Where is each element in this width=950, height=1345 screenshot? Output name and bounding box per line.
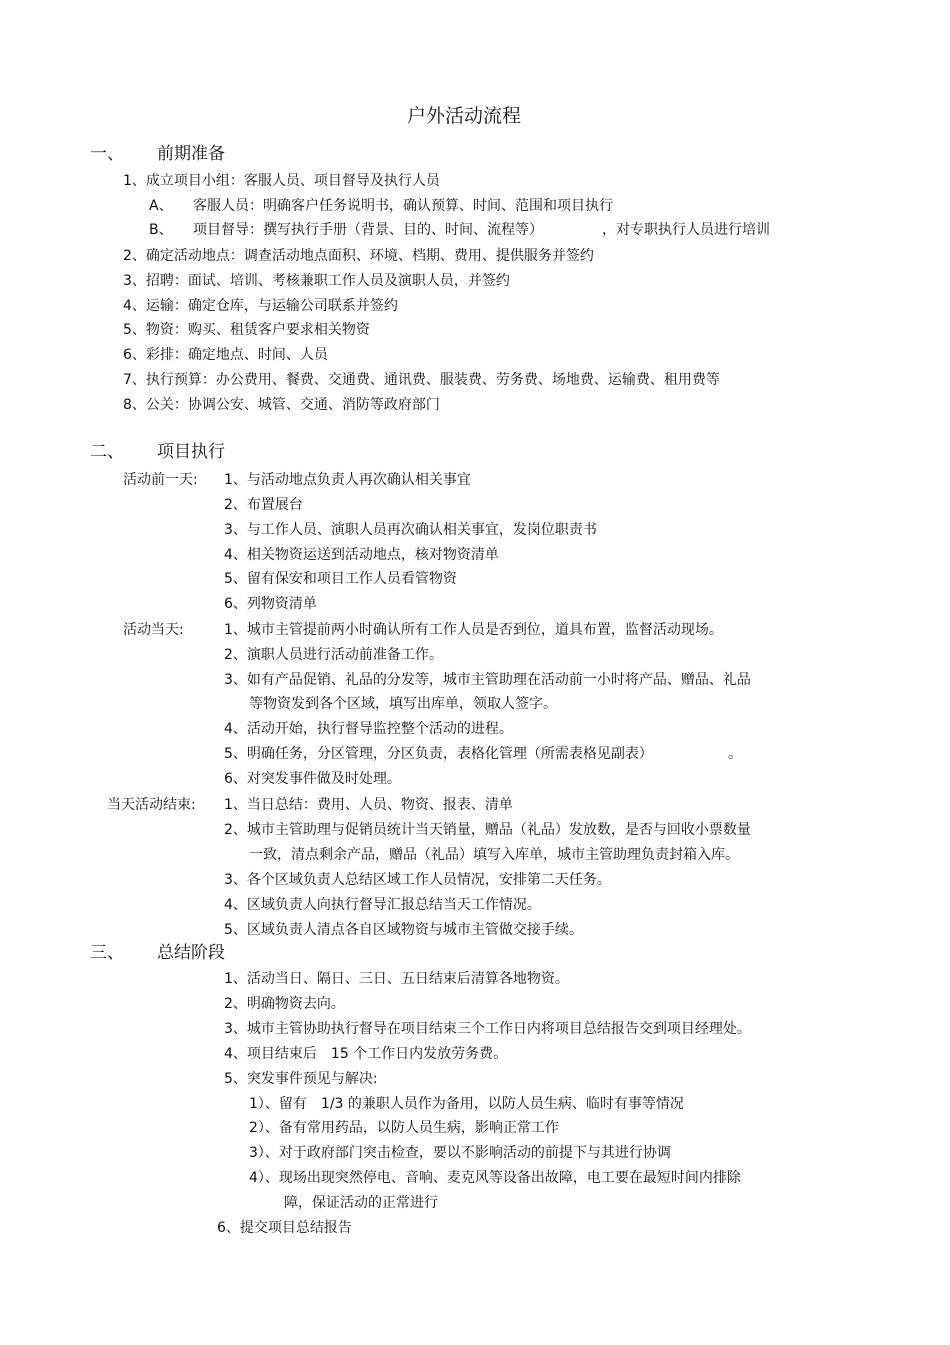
event-day-item: 1、城市主管提前两小时确认所有工作人员是否到位，道具布置，监督活动现场。: [224, 622, 723, 638]
event-day-item: 4、活动开始，执行督导监控整个活动的进程。: [224, 721, 513, 737]
sec1-item-a-tag: A、: [149, 198, 173, 214]
day-end-item: 1、当日总结：费用、人员、物资、报表、清单: [224, 797, 513, 813]
section-3-heading: 总结阶段: [157, 943, 225, 963]
event-day-label: 活动当天:: [123, 622, 184, 638]
summary-item: 2、明确物资去向。: [224, 996, 345, 1012]
summary-item: 4、项目结束后 15 个工作日内发放劳务费。: [224, 1046, 508, 1062]
sec1-item-1: 1、成立项目小组：客服人员、项目督导及执行人员: [123, 173, 440, 189]
day-end-item: 3、各个区域负责人总结区域工作人员情况，安排第二天任务。: [224, 872, 611, 888]
day-end-label: 当天活动结束:: [107, 797, 196, 813]
summary-item: 5、突发事件预见与解决:: [224, 1071, 378, 1087]
contingency-item: 4）、现场出现突然停电、音响、麦克风等设备出故障，电工要在最短时间内排除: [249, 1170, 741, 1186]
sec1-item-b-cont: ，对专职执行人员进行培训: [602, 222, 770, 238]
pre-day-item: 2、布置展台: [224, 497, 303, 513]
document-title: 户外活动流程: [407, 105, 522, 127]
sec1-item-8: 8、公关：协调公安、城管、交通、消防等政府部门: [123, 397, 440, 413]
event-day-item: 2、演职人员进行活动前准备工作。: [224, 647, 443, 663]
contingency-item: 1）、留有 1/3 的兼职人员作为备用，以防人员生病、临时有事等情况: [249, 1096, 684, 1112]
summary-item: 3、城市主管协助执行督导在项目结束三个工作日内将项目总结报告交到项目经理处。: [224, 1021, 751, 1037]
event-day-item-period: 。: [728, 746, 742, 762]
sec1-item-5: 5、物资：购买、租赁客户要求相关物资: [123, 322, 370, 338]
pre-day-item: 3、与工作人员、演职人员再次确认相关事宜，发岗位职责书: [224, 522, 597, 538]
sec1-item-2: 2、确定活动地点：调查活动地点面积、环境、档期、费用、提供服务并签约: [123, 248, 594, 264]
section-3-number: 三、: [90, 943, 124, 963]
section-1-heading: 前期准备: [157, 144, 225, 164]
day-end-item: 4、区域负责人向执行督导汇报总结当天工作情况。: [224, 897, 541, 913]
contingency-item: 3）、对于政府部门突击检查，要以不影响活动的前提下与其进行协调: [249, 1145, 671, 1161]
event-day-item-cont: 等物资发到各个区域，填写出库单，领取人签字。: [249, 696, 557, 712]
sec1-item-6: 6、彩排：确定地点、时间、人员: [123, 347, 328, 363]
section-2-heading: 项目执行: [157, 442, 225, 462]
pre-day-item: 1、与活动地点负责人再次确认相关事宜: [224, 472, 471, 488]
day-end-item: 2、城市主管助理与促销员统计当天销量，赠品（礼品）发放数，是否与回收小票数量: [224, 822, 751, 838]
sec1-item-3: 3、招聘：面试、培训、考核兼职工作人员及演职人员，并签约: [123, 273, 510, 289]
section-1-number: 一、: [90, 144, 124, 164]
contingency-item-cont: 障，保证活动的正常进行: [284, 1195, 438, 1211]
sec1-item-7: 7、执行预算：办公费用、餐费、交通费、通讯费、服装费、劳务费、场地费、运输费、租用费等: [123, 372, 720, 388]
contingency-item: 2）、备有常用药品，以防人员生病，影响正常工作: [249, 1120, 559, 1136]
event-day-item: 6、对突发事件做及时处理。: [224, 771, 401, 787]
event-day-item: 5、明确任务，分区管理，分区负责，表格化管理（所需表格见副表）: [224, 746, 653, 762]
sec1-item-b-tag: B、: [149, 222, 173, 238]
pre-day-item: 4、相关物资运送到活动地点，核对物资清单: [224, 547, 499, 563]
sec1-item-b: 项目督导：撰写执行手册（背景、目的、时间、流程等）: [193, 222, 543, 238]
day-end-item: 5、区域负责人清点各自区域物资与城市主管做交接手续。: [224, 922, 583, 938]
pre-day-label: 活动前一天:: [123, 472, 198, 488]
summary-item: 1、活动当日、隔日、三日、五日结束后清算各地物资。: [224, 971, 569, 987]
pre-day-item: 6、列物资清单: [224, 596, 317, 612]
pre-day-item: 5、留有保安和项目工作人员看管物资: [224, 571, 457, 587]
sec1-item-a: 客服人员：明确客户任务说明书，确认预算、时间、范围和项目执行: [193, 198, 613, 214]
summary-item: 6、提交项目总结报告: [217, 1220, 352, 1236]
sec1-item-4: 4、运输：确定仓库，与运输公司联系并签约: [123, 298, 398, 314]
section-2-number: 二、: [90, 442, 124, 462]
day-end-item-cont: 一致，清点剩余产品，赠品（礼品）填写入库单，城市主管助理负责封箱入库。: [249, 847, 739, 863]
event-day-item: 3、如有产品促销、礼品的分发等，城市主管助理在活动前一小时将产品、赠品、礼品: [224, 672, 751, 688]
